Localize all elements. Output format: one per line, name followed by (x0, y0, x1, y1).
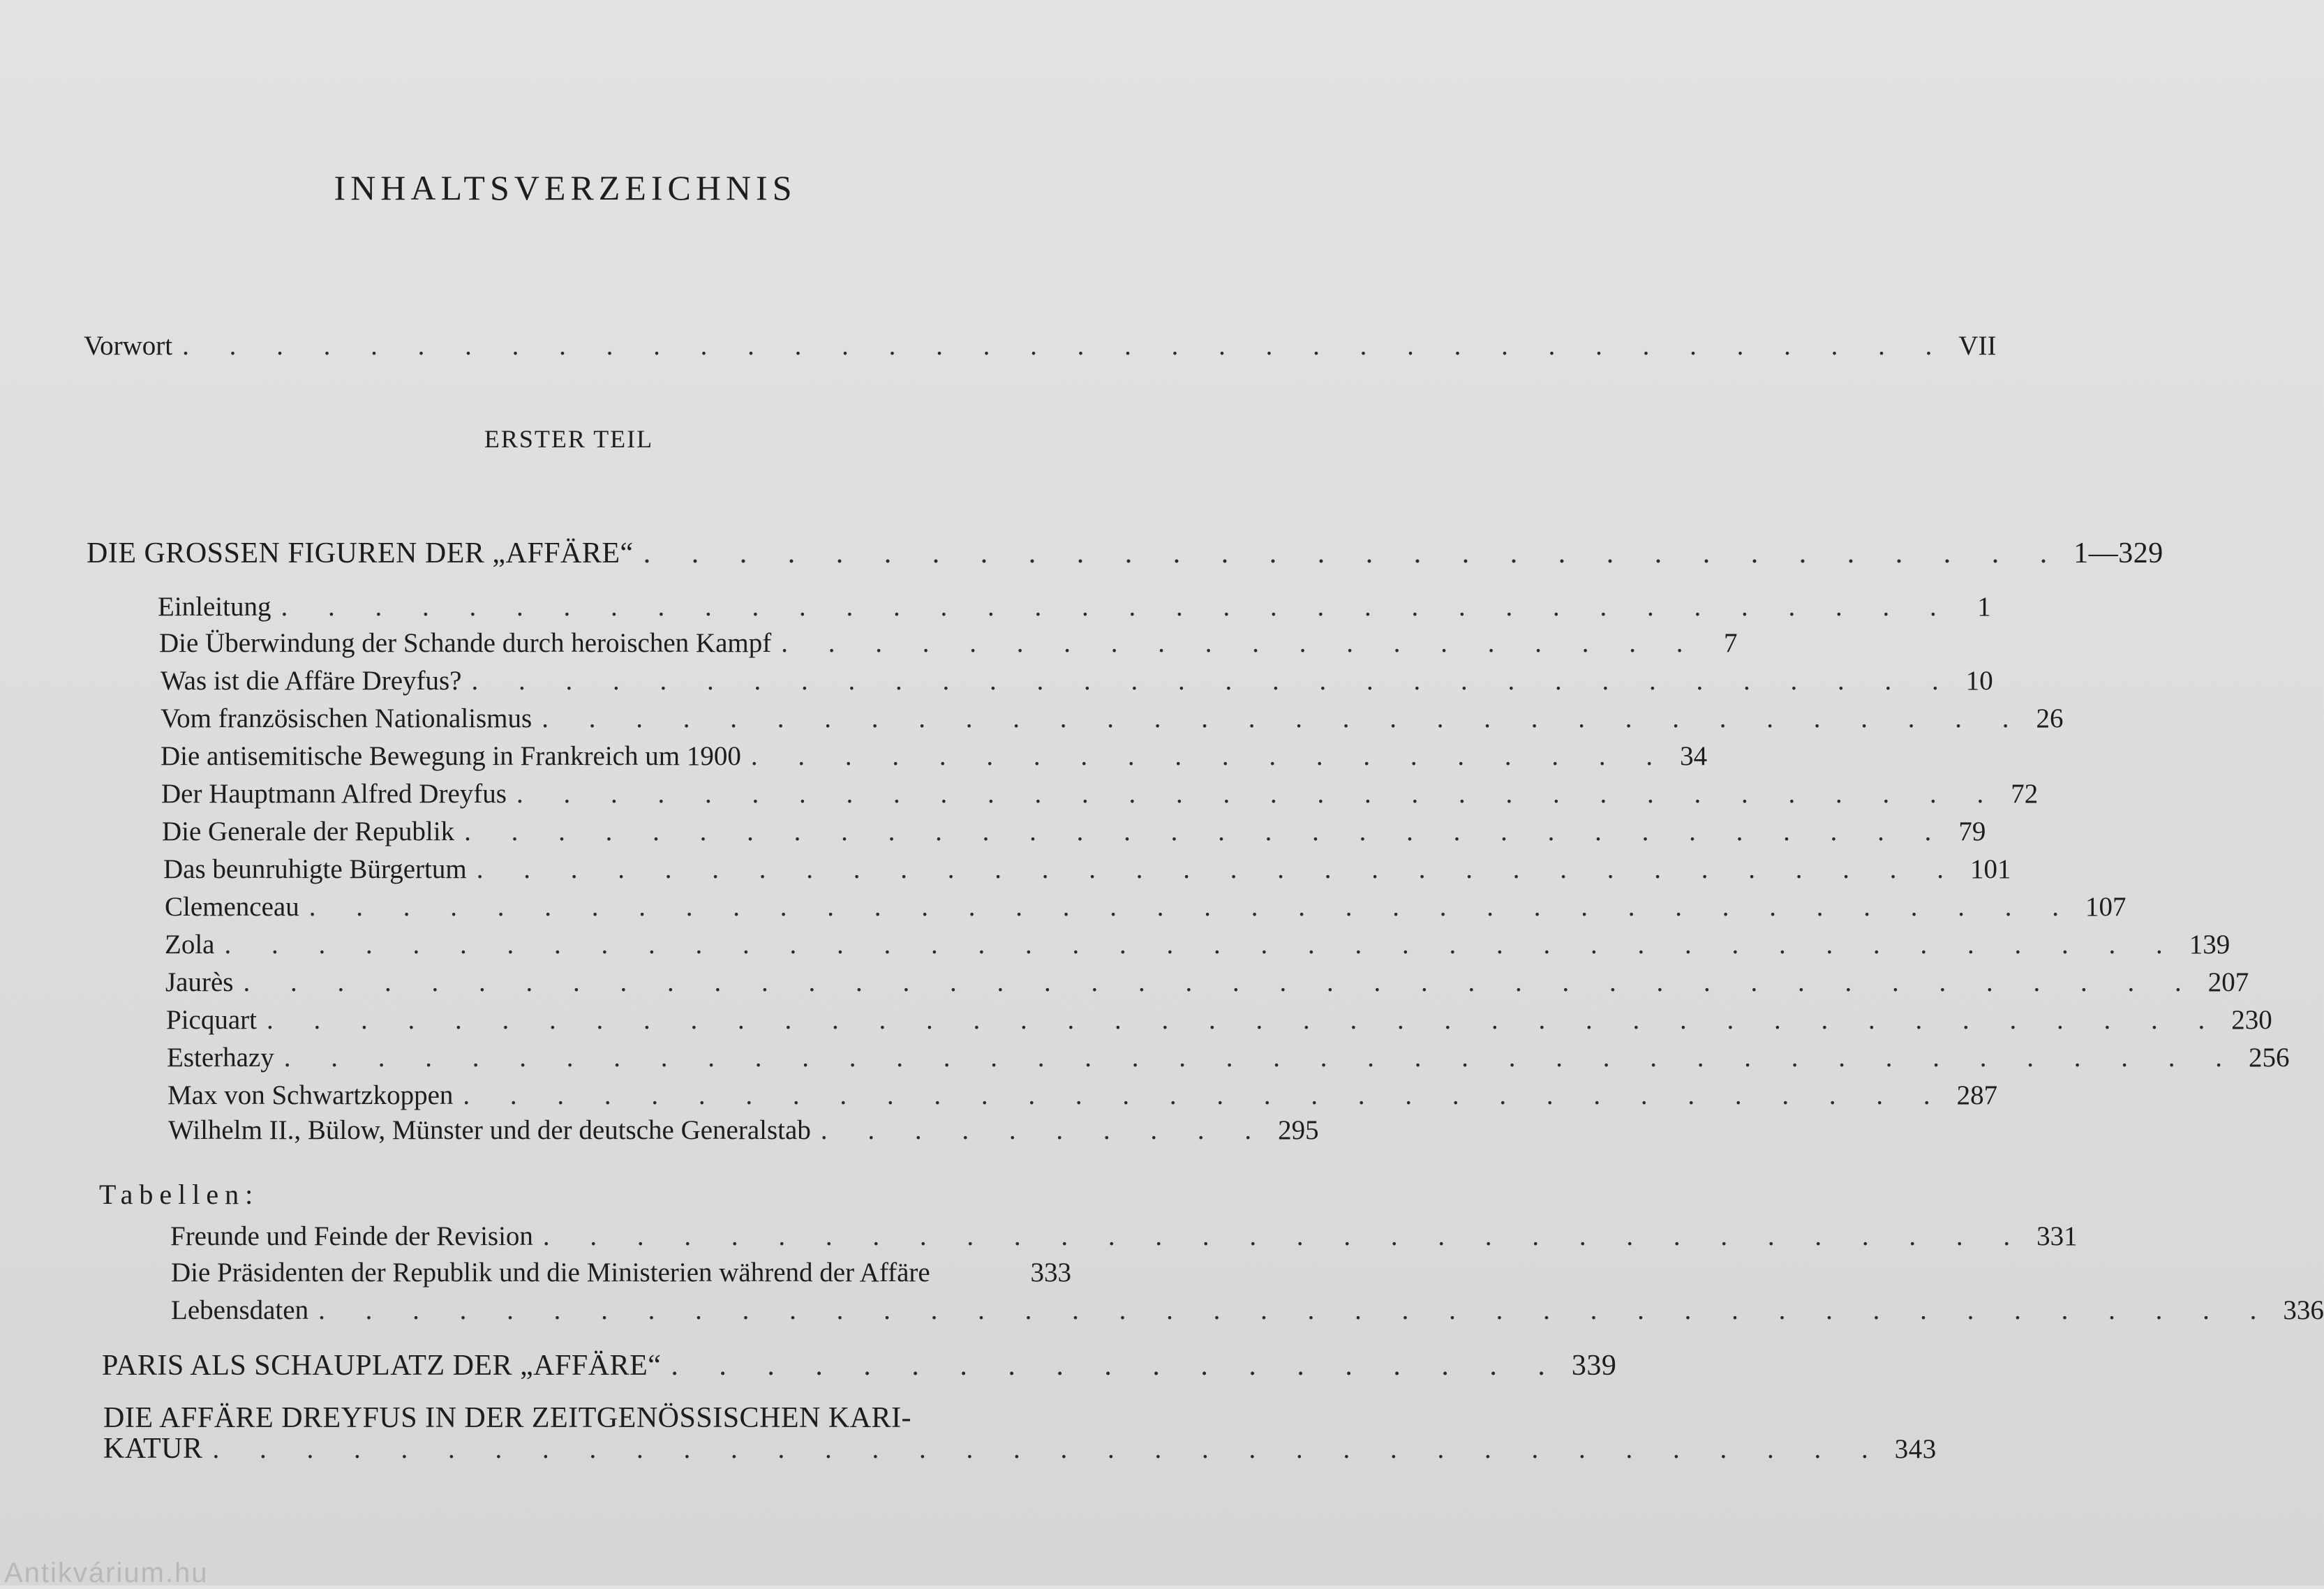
entry-label: Jaurès (165, 967, 234, 997)
toc-entry (159, 628, 1738, 658)
section-line2 (103, 1433, 1937, 1465)
dot-leader: . . . . . . . . . . . . . . . . . . . . . . . . . . . . . . . . . . . . . . . . . . (224, 930, 2180, 960)
toc-entry (167, 1080, 1998, 1110)
dot-leader: . . . . . . . . . . . . . . . . . . . . (781, 628, 1700, 658)
toc-entry (168, 1115, 1319, 1145)
entry-page: 101 (1969, 854, 2011, 884)
toc-entry-vorwort (84, 331, 1997, 361)
section-page: 343 (1894, 1434, 1937, 1465)
toc-entry (163, 854, 2011, 884)
entry-label: Picquart (166, 1005, 257, 1035)
entry-page: 34 (1680, 741, 1708, 771)
dot-leader: . . . . . . . . . . . . . . . . . . . . . . . . . . . . . . . . . . . . (281, 592, 1953, 622)
entry-label: Einleitung (158, 592, 271, 622)
dot-leader: . . . . . . . . . . . . . . . . . . . . . . . . . . . . . . . . . . . . . . . . . . (243, 967, 2198, 997)
section-page: 339 (1571, 1350, 1617, 1382)
entry-label: Der Hauptmann Alfred Dreyfus (161, 779, 507, 809)
toc-entry (161, 741, 1708, 771)
part-heading: ERSTER TEIL (484, 425, 654, 453)
toc-entry (161, 703, 2064, 733)
entry-label: Zola (165, 930, 215, 960)
entry-label: Clemenceau (165, 892, 299, 922)
dot-leader: . . . . . . . . . . . . . . . . . . . . . . . . . . . . . . (643, 537, 2064, 569)
dot-leader: . . . . . . . . . . . . . . . . . . . . . . . . . . . . . . . . (471, 666, 1956, 696)
toc-entry (165, 967, 2249, 997)
entry-page: 107 (2085, 892, 2126, 922)
toc-entry (161, 779, 2039, 809)
dot-leader: . . . . . . . . . . . . . . . . . . . . . . . . . . . . . . . . . . . . . . . . . . (266, 1005, 2222, 1035)
toc-section-grosse-figuren (87, 537, 2163, 569)
entry-page: 256 (2249, 1043, 2290, 1073)
tabellen-entry (171, 1295, 2324, 1325)
page-title: INHALTSVERZEICHNIS (334, 168, 797, 207)
entry-page: 333 (1030, 1258, 1071, 1288)
dot-leader: . . . . . . . . . . . . . . . . . . . (671, 1350, 1562, 1382)
entry-page: 295 (1278, 1115, 1319, 1145)
section-label: PARIS ALS SCHAUPLATZ DER „AFFÄRE“ (102, 1350, 662, 1382)
dot-leader: . . . . . . . . . . . . . . . . . . . . . . . . . . . . . . . . (476, 854, 1960, 884)
entry-label: Die Generale der Republik (162, 816, 455, 846)
entry-label: Das beunruhigte Bürgertum (163, 854, 467, 884)
entry-page: 26 (2036, 703, 2064, 733)
toc-entry (161, 666, 1993, 696)
entry-page: 230 (2231, 1005, 2272, 1035)
entry-label: Die antisemitische Bewegung in Frankreich um 1900 (161, 741, 741, 771)
entry-page: 79 (1958, 816, 1986, 846)
toc-entry (165, 930, 2230, 960)
dot-leader: . . . . . . . . . . . . . . . . . . . . . . . . . . . . . . . . . . . . . . . . . . (318, 1295, 2274, 1325)
toc-entry (166, 1005, 2272, 1035)
dot-leader: . . . . . . . . . . (820, 1115, 1269, 1145)
entry-label: Esterhazy (167, 1043, 274, 1073)
entry-page: 72 (2011, 779, 2039, 809)
dot-leader: . . . . . . . . . . . . . . . . . . . . (750, 741, 1670, 771)
dot-leader: . . . . . . . . . . . . . . . . . . . . . . . . . . . . . . . . . . . . . . (182, 331, 1949, 361)
entry-label: Die Präsidenten der Republik und die Ministerien während der Affäre (171, 1258, 930, 1288)
entry-label: Freunde und Feinde der Revision (170, 1221, 533, 1251)
toc-entry (158, 592, 1991, 622)
toc-entry (165, 892, 2126, 922)
entry-page: 1 (1977, 592, 1991, 622)
dot-leader: . . . . . . . . . . . . . . . . . . . . . . . . . . . . . . . . . . . . . . (308, 892, 2076, 922)
tabellen-heading: Tabellen: (99, 1179, 260, 1210)
toc-section-karikatur (103, 1402, 1937, 1465)
entry-label: Vorwort (84, 331, 173, 361)
dot-leader: . . . . . . . . . . . . . . . . . . . . . . . . . . . . . . . . (516, 779, 2001, 809)
entry-page: 139 (2189, 930, 2230, 960)
entry-page: 10 (1965, 666, 1993, 696)
section-label-line2: KATUR (103, 1433, 203, 1465)
dot-leader: . . . . . . . . . . . . . . . . . . . . . . . . . . . . . . . . . . . . . . . . . . (283, 1043, 2240, 1073)
toc-entry (162, 816, 1986, 846)
section-label-line1: DIE AFFÄRE DREYFUS IN DER ZEITGENÖSSISCHEN KARI- (103, 1402, 912, 1434)
section-page: 1—329 (2073, 537, 2163, 569)
dot-leader: . . . . . . . . . . . . . . . . . . . . . . . . . . . . . . . . (542, 703, 2026, 733)
entry-label: Lebensdaten (171, 1295, 309, 1325)
dot-leader: . . . . . . . . . . . . . . . . . . . . . . . . . . . . . . . . . . . . (212, 1434, 1885, 1465)
entry-label: Wilhelm II., Bülow, Münster und der deutsche Generalstab (168, 1115, 811, 1145)
entry-page: 207 (2207, 967, 2249, 997)
watermark: Antikvárium.hu (4, 1558, 209, 1588)
entry-label: Was ist die Affäre Dreyfus? (161, 666, 462, 696)
section-label: DIE GROSSEN FIGUREN DER „AFFÄRE“ (87, 537, 634, 569)
dot-leader: . . . . . . . . . . . . . . . . . . . . . . . . . . . . . . . . (463, 1080, 1947, 1110)
toc-section-paris (102, 1350, 1617, 1382)
tabellen-entry (170, 1221, 2078, 1251)
dot-leader: . . . . . . . . . . . . . . . . . . . . . . . . . . . . . . . . (542, 1221, 2027, 1251)
dot-leader: . . . . . . . . . . . . . . . . . . . . . . . . . . . . . . . . (464, 816, 1949, 846)
entry-page: 7 (1723, 628, 1738, 658)
entry-label: Die Überwindung der Schande durch heroischen Kampf (159, 628, 772, 658)
entry-page: 287 (1956, 1080, 1998, 1110)
toc-entry (167, 1043, 2290, 1073)
entry-label: Max von Schwartzkoppen (167, 1080, 454, 1110)
entry-label: Vom französischen Nationalismus (161, 703, 532, 733)
tabellen-entry (171, 1259, 1071, 1286)
entry-page: 336 (2283, 1295, 2324, 1325)
entry-page: VII (1958, 331, 1997, 361)
entry-page: 331 (2036, 1221, 2078, 1251)
